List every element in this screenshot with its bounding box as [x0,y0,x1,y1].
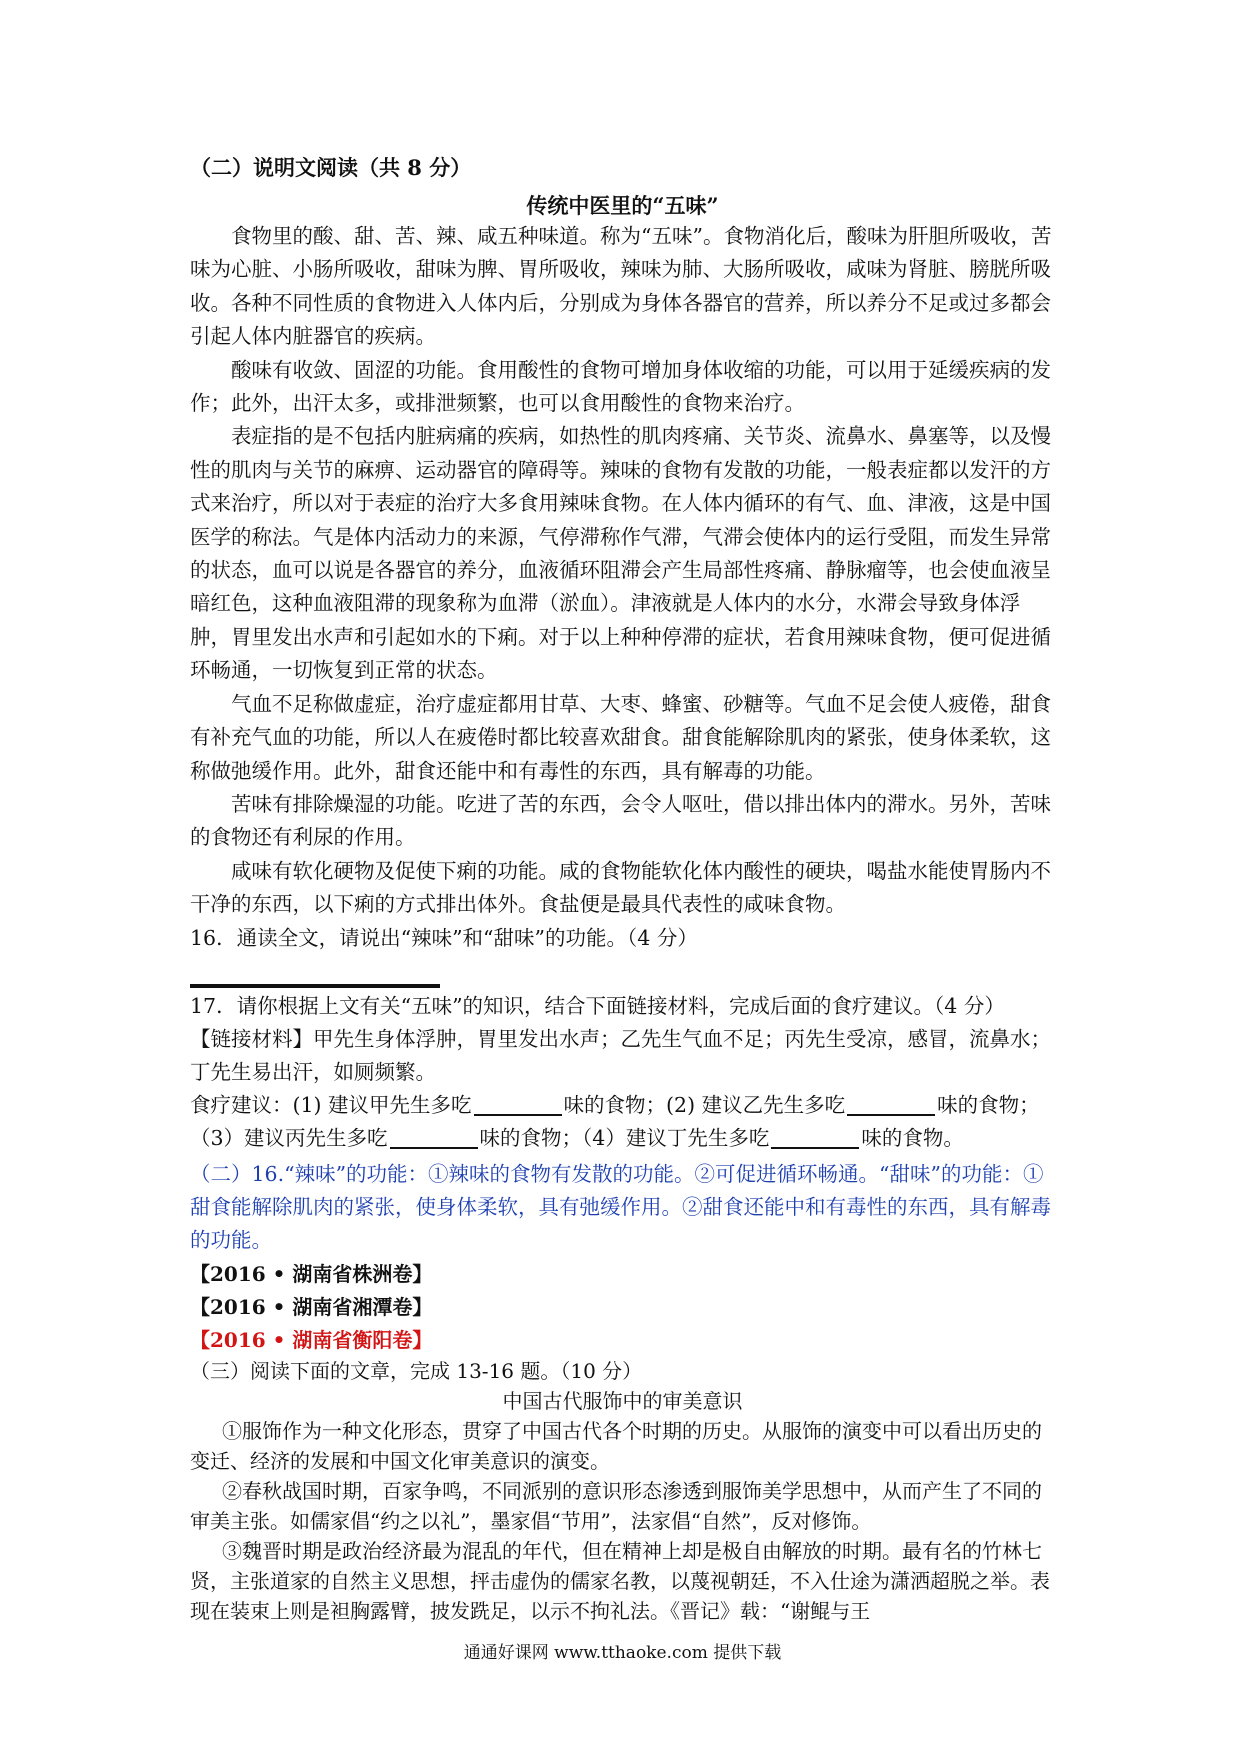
diet-suggestion [190,1122,1055,1155]
diet-text: 味的食物；(2) 建议乙先生多吃 [563,1093,846,1117]
diet-suggestion [190,1089,1055,1122]
paragraph: ②春秋战国时期，百家争鸣，不同派别的意识形态渗透到服饰美学思想中，从而产生了不同的审美主张。如儒家倡“约之以礼”，墨家倡“节用”，法家倡“自然”，反对修饰。 [190,1479,1042,1533]
paragraph: 气血不足称做虚症，治疗虚症都用甘草、大枣、蜂蜜、砂糖等。气血不足会使人疲倦，甜食有补充气血的功能，所以人在疲倦时都比较喜欢甜食。甜食能解除肌肉的紧张，使身体柔软，这称做弛缓作用。此外，甜食还能中和有毒性的东西，具有解毒的功能。 [190,691,1051,783]
question-17-block [190,990,1055,1155]
source-tag: 【2016 • 湖南省湘潭卷】 [190,1295,433,1319]
blank-1[interactable] [474,1094,562,1117]
page-footer: 通通好课网 www.tthaoke.com 提供下载 [463,1643,782,1663]
blank-2[interactable] [847,1094,935,1117]
part3-heading: （三）阅读下面的文章，完成 13-16 题。（10 分） [190,1359,643,1383]
diet-text: 味的食物。 [861,1126,964,1150]
blank-4[interactable] [771,1127,859,1150]
diet-text: 味的食物；（4）建议丁先生多吃 [479,1126,770,1150]
paragraph: 酸味有收敛、固涩的功能。食用酸性的食物可增加身体收缩的功能，可以用于延缓疾病的发作；此外，出汗太多，或排泄频繁，也可以食用酸性的食物来治疗。 [190,357,1051,416]
paragraph: 表症指的是不包括内脏病痛的疾病，如热性的肌肉疼痛、关节炎、流鼻水、鼻塞等，以及慢性的肌肉与关节的麻痹、运动器官的障碍等。辣味的食物有发散的功能，一般表症都以发汗的方式来治疗，所以对于表症的治疗大多食用辣味食物。在人体内循环的有气、血、津液，这是中国医学的称法。气是体内活动力的来源，气停滞称作气滞，气滞会使体内的运行受阻，而发生异常的状态，血可以说是各器官的养分，血液循环阻滞会产生局部性疼痛、静脉瘤等，也会使血液呈暗红色，这种血液阻滞的现象称为血滞（淤血）。津液就是人体内的水分，水滞会导致身体浮肿，胃里发出水声和引起如水的下痢。对于以上种种停滞的症状，若食用辣味食物，便可促进循环畅通，一切恢复到正常的状态。 [190,424,1051,683]
source-tags [190,1258,1055,1357]
blank-3[interactable] [390,1127,478,1150]
article-title: 传统中医里的“五味” [526,193,719,218]
source-tag-highlight: 【2016 • 湖南省衡阳卷】 [190,1328,433,1352]
paragraph: ①服饰作为一种文化形态，贯穿了中国古代各个时期的历史。从服饰的演变中可以看出历史的变迁、经济的发展和中国文化审美意识的演变。 [190,1419,1042,1473]
question-16: 16．通读全文，请说出“辣味”和“甜味”的功能。（4 分） [190,925,698,950]
answer-line [190,984,440,988]
diet-text: 味的食物； [937,1093,1040,1117]
question-17: 17．请你根据上文有关“五味”的知识，结合下面链接材料，完成后面的食疗建议。（4 分） [190,994,1005,1018]
paragraph: 咸味有软化硬物及促使下痢的功能。咸的食物能软化体内酸性的硬块，喝盐水能使胃肠内不干净的东西，以下痢的方式排出体外。食盐便是最具代表性的咸味食物。 [190,858,1051,917]
source-tag: 【2016 • 湖南省株洲卷】 [190,1262,433,1286]
part3-article [190,1356,1055,1626]
paragraph: 苦味有排除燥湿的功能。吃进了苦的东西，会令人呕吐，借以排出体内的滞水。另外，苦味的食物还有利尿的作用。 [190,791,1051,850]
section-heading: （二）说明文阅读（共 8 分） [190,155,472,180]
link-material: 【链接材料】甲先生身体浮肿，胃里发出水声；乙先生气血不足；丙先生受凉，感冒，流鼻水；丁先生易出汗，如厕频繁。 [190,1027,1051,1084]
diet-text: 食疗建议：(1) 建议甲先生多吃 [190,1093,472,1117]
part3-title: 中国古代服饰中的审美意识 [502,1389,743,1413]
diet-text: （3）建议丙先生多吃 [190,1126,388,1150]
answer-text: （二）16.“辣味”的功能：①辣味的食物有发散的功能。②可促进循环畅通。“甜味”的功能：①甜食能解除肌肉的紧张，使身体柔软，具有弛缓作用。②甜食还能中和有毒性的东西，具有解毒的功能。 [190,1162,1051,1252]
paragraph: 食物里的酸、甜、苦、辣、咸五种味道。称为“五味”。食物消化后，酸味为肝胆所吸收，苦味为心脏、小肠所吸收，甜味为脾、胃所吸收，辣味为肺、大肠所吸收，咸味为肾脏、膀胱所吸收。各种不同性质的食物进入人体内后，分别成为身体各器官的营养，所以养分不足或过多都会引起人体内脏器官的疾病。 [190,224,1052,349]
paragraph: ③魏晋时期是政治经济最为混乱的年代，但在精神上却是极自由解放的时期。最有名的竹林七贤，主张道家的自然主义思想，抨击虚伪的儒家名教，以蔑视朝廷，不入仕途为潇洒超脱之举。表现在装束上则是袒胸露臂，披发跣足，以示不拘礼法。《晋记》载：“谢鲲与王 [190,1539,1050,1623]
article-body [190,220,1055,955]
